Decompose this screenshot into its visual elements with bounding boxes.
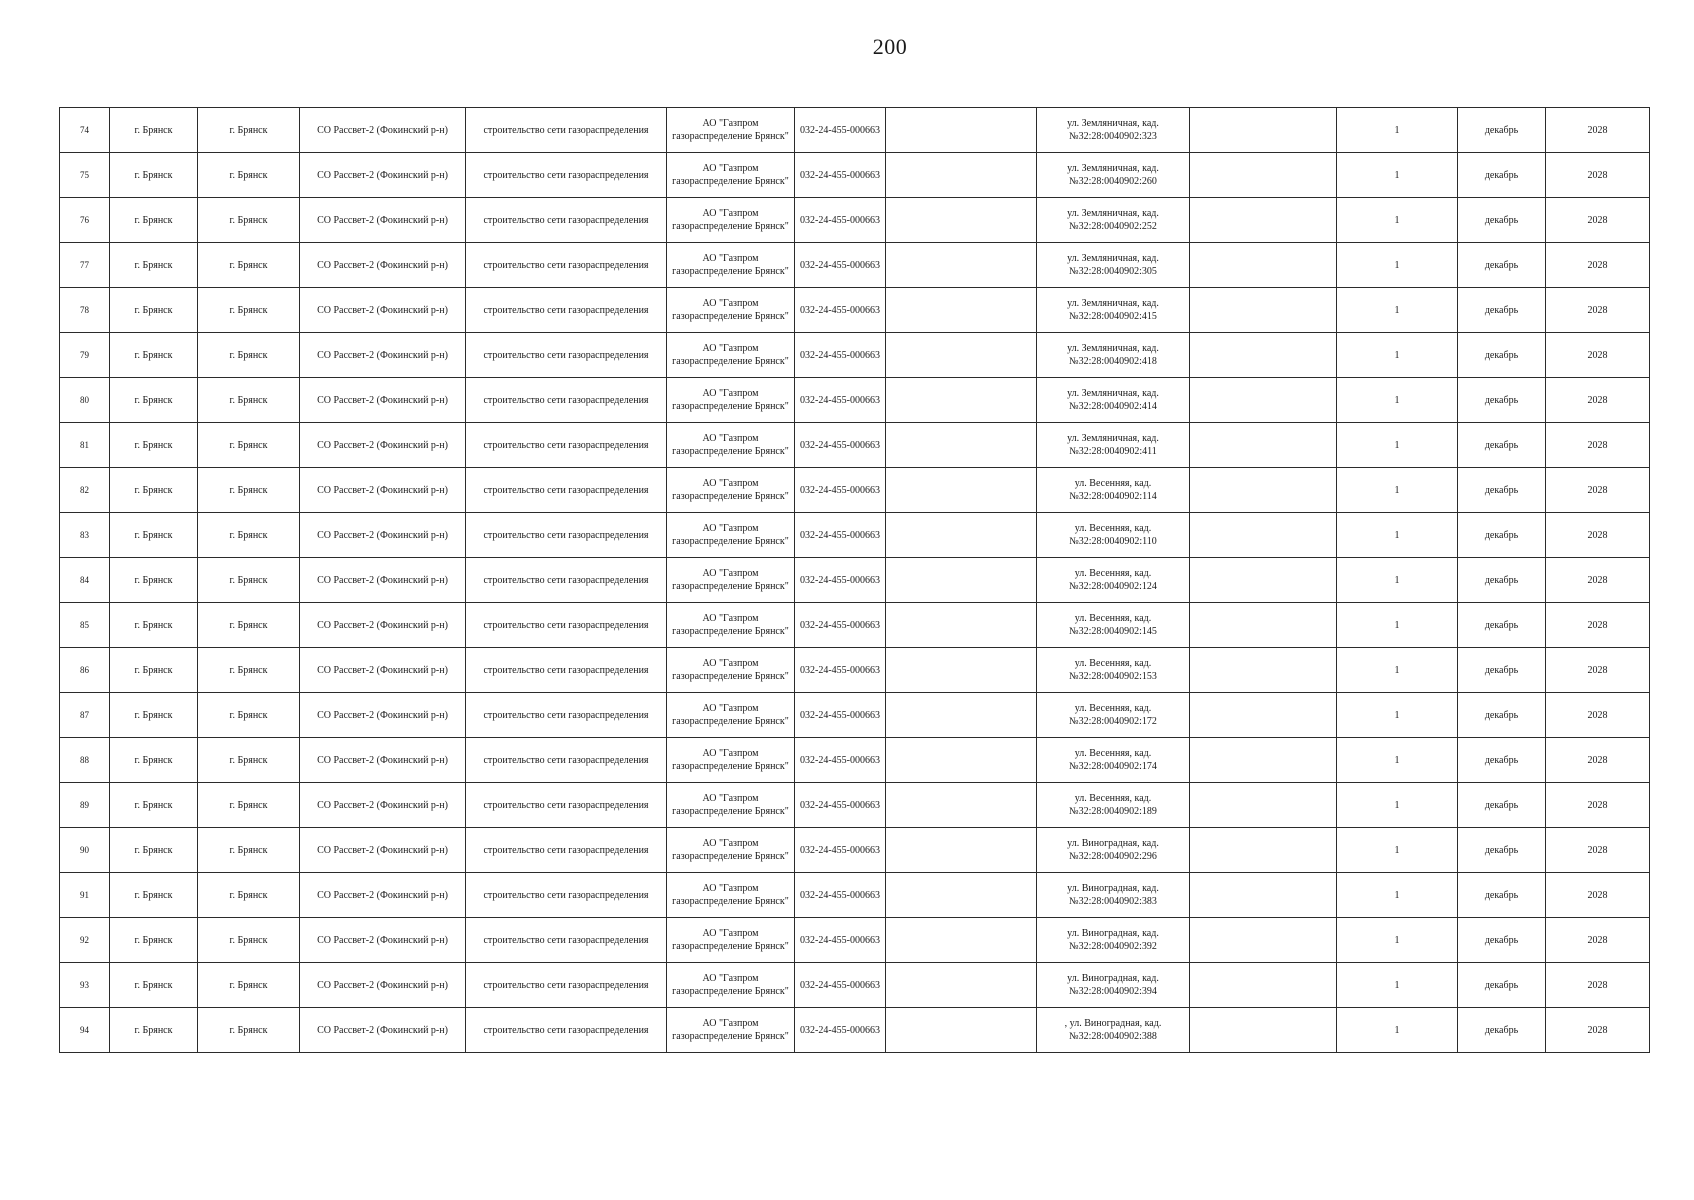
empty-cell <box>1190 918 1337 963</box>
table-row <box>60 513 1650 558</box>
city-cell: г. Брянск <box>110 378 198 423</box>
empty-cell <box>1190 513 1337 558</box>
quantity-cell: 1 <box>1337 333 1458 378</box>
empty-cell <box>886 603 1037 648</box>
work-type-cell: строительство сети газораспределения <box>466 648 667 693</box>
address-cell: ул. Весенняя, кад. №32:28:0040902:114 <box>1037 468 1190 513</box>
city-cell: г. Брянск <box>110 693 198 738</box>
network-code-cell: 032-24-455-000663 <box>795 423 886 468</box>
empty-cell <box>1190 378 1337 423</box>
table-row <box>60 243 1650 288</box>
empty-cell <box>1190 333 1337 378</box>
owner-cell: АО "Газпром газораспределение Брянск" <box>667 198 795 243</box>
settlement-cell: г. Брянск <box>198 198 300 243</box>
work-type-cell: строительство сети газораспределения <box>466 198 667 243</box>
work-type-cell: строительство сети газораспределения <box>466 333 667 378</box>
table-row <box>60 918 1650 963</box>
quantity-cell: 1 <box>1337 513 1458 558</box>
work-type-cell: строительство сети газораспределения <box>466 378 667 423</box>
empty-cell <box>1190 648 1337 693</box>
quantity-cell: 1 <box>1337 918 1458 963</box>
city-cell: г. Брянск <box>110 468 198 513</box>
owner-cell: АО "Газпром газораспределение Брянск" <box>667 783 795 828</box>
row-number-cell: 74 <box>60 108 110 153</box>
address-cell: ул. Весенняя, кад. №32:28:0040902:189 <box>1037 783 1190 828</box>
month-cell: декабрь <box>1458 468 1546 513</box>
empty-cell <box>886 423 1037 468</box>
city-cell: г. Брянск <box>110 918 198 963</box>
city-cell: г. Брянск <box>110 423 198 468</box>
year-cell: 2028 <box>1546 468 1650 513</box>
empty-cell <box>1190 828 1337 873</box>
network-code-cell: 032-24-455-000663 <box>795 288 886 333</box>
empty-cell <box>886 873 1037 918</box>
quantity-cell: 1 <box>1337 783 1458 828</box>
city-cell: г. Брянск <box>110 873 198 918</box>
settlement-cell: г. Брянск <box>198 468 300 513</box>
month-cell: декабрь <box>1458 783 1546 828</box>
month-cell: декабрь <box>1458 513 1546 558</box>
row-number-cell: 93 <box>60 963 110 1008</box>
month-cell: декабрь <box>1458 873 1546 918</box>
month-cell: декабрь <box>1458 423 1546 468</box>
city-cell: г. Брянск <box>110 648 198 693</box>
city-cell: г. Брянск <box>110 1008 198 1053</box>
work-type-cell: строительство сети газораспределения <box>466 558 667 603</box>
address-cell: ул. Весенняя, кад. №32:28:0040902:124 <box>1037 558 1190 603</box>
year-cell: 2028 <box>1546 648 1650 693</box>
object-cell: СО Рассвет-2 (Фокинский р-н) <box>300 468 466 513</box>
object-cell: СО Рассвет-2 (Фокинский р-н) <box>300 918 466 963</box>
year-cell: 2028 <box>1546 198 1650 243</box>
object-cell: СО Рассвет-2 (Фокинский р-н) <box>300 738 466 783</box>
network-code-cell: 032-24-455-000663 <box>795 603 886 648</box>
object-cell: СО Рассвет-2 (Фокинский р-н) <box>300 873 466 918</box>
month-cell: декабрь <box>1458 378 1546 423</box>
settlement-cell: г. Брянск <box>198 153 300 198</box>
object-cell: СО Рассвет-2 (Фокинский р-н) <box>300 558 466 603</box>
address-cell: ул. Земляничная, кад. №32:28:0040902:418 <box>1037 333 1190 378</box>
settlement-cell: г. Брянск <box>198 423 300 468</box>
network-code-cell: 032-24-455-000663 <box>795 648 886 693</box>
table-row <box>60 378 1650 423</box>
quantity-cell: 1 <box>1337 378 1458 423</box>
quantity-cell: 1 <box>1337 108 1458 153</box>
month-cell: декабрь <box>1458 963 1546 1008</box>
year-cell: 2028 <box>1546 783 1650 828</box>
month-cell: декабрь <box>1458 558 1546 603</box>
work-type-cell: строительство сети газораспределения <box>466 783 667 828</box>
row-number-cell: 89 <box>60 783 110 828</box>
city-cell: г. Брянск <box>110 558 198 603</box>
network-code-cell: 032-24-455-000663 <box>795 918 886 963</box>
network-code-cell: 032-24-455-000663 <box>795 783 886 828</box>
work-type-cell: строительство сети газораспределения <box>466 738 667 783</box>
object-cell: СО Рассвет-2 (Фокинский р-н) <box>300 198 466 243</box>
owner-cell: АО "Газпром газораспределение Брянск" <box>667 378 795 423</box>
row-number-cell: 87 <box>60 693 110 738</box>
work-type-cell: строительство сети газораспределения <box>466 873 667 918</box>
row-number-cell: 76 <box>60 198 110 243</box>
network-code-cell: 032-24-455-000663 <box>795 153 886 198</box>
row-number-cell: 79 <box>60 333 110 378</box>
owner-cell: АО "Газпром газораспределение Брянск" <box>667 153 795 198</box>
city-cell: г. Брянск <box>110 738 198 783</box>
settlement-cell: г. Брянск <box>198 333 300 378</box>
table-row <box>60 423 1650 468</box>
city-cell: г. Брянск <box>110 108 198 153</box>
address-cell: ул. Виноградная, кад. №32:28:0040902:392 <box>1037 918 1190 963</box>
row-number-cell: 78 <box>60 288 110 333</box>
year-cell: 2028 <box>1546 288 1650 333</box>
empty-cell <box>886 558 1037 603</box>
year-cell: 2028 <box>1546 1008 1650 1053</box>
table-row <box>60 693 1650 738</box>
table-row <box>60 333 1650 378</box>
table-row <box>60 783 1650 828</box>
empty-cell <box>1190 783 1337 828</box>
row-number-cell: 94 <box>60 1008 110 1053</box>
quantity-cell: 1 <box>1337 828 1458 873</box>
work-type-cell: строительство сети газораспределения <box>466 153 667 198</box>
settlement-cell: г. Брянск <box>198 963 300 1008</box>
owner-cell: АО "Газпром газораспределение Брянск" <box>667 648 795 693</box>
year-cell: 2028 <box>1546 828 1650 873</box>
empty-cell <box>886 513 1037 558</box>
settlement-cell: г. Брянск <box>198 513 300 558</box>
table-row <box>60 873 1650 918</box>
year-cell: 2028 <box>1546 693 1650 738</box>
empty-cell <box>886 783 1037 828</box>
year-cell: 2028 <box>1546 603 1650 648</box>
owner-cell: АО "Газпром газораспределение Брянск" <box>667 963 795 1008</box>
empty-cell <box>886 378 1037 423</box>
address-cell: ул. Земляничная, кад. №32:28:0040902:323 <box>1037 108 1190 153</box>
city-cell: г. Брянск <box>110 603 198 648</box>
empty-cell <box>886 288 1037 333</box>
row-number-cell: 81 <box>60 423 110 468</box>
owner-cell: АО "Газпром газораспределение Брянск" <box>667 603 795 648</box>
quantity-cell: 1 <box>1337 198 1458 243</box>
quantity-cell: 1 <box>1337 693 1458 738</box>
city-cell: г. Брянск <box>110 963 198 1008</box>
empty-cell <box>1190 288 1337 333</box>
row-number-cell: 91 <box>60 873 110 918</box>
address-cell: ул. Виноградная, кад. №32:28:0040902:296 <box>1037 828 1190 873</box>
empty-cell <box>886 1008 1037 1053</box>
quantity-cell: 1 <box>1337 423 1458 468</box>
row-number-cell: 77 <box>60 243 110 288</box>
network-code-cell: 032-24-455-000663 <box>795 963 886 1008</box>
quantity-cell: 1 <box>1337 963 1458 1008</box>
network-code-cell: 032-24-455-000663 <box>795 333 886 378</box>
row-number-cell: 80 <box>60 378 110 423</box>
work-type-cell: строительство сети газораспределения <box>466 423 667 468</box>
city-cell: г. Брянск <box>110 153 198 198</box>
empty-cell <box>1190 873 1337 918</box>
empty-cell <box>1190 603 1337 648</box>
empty-cell <box>886 963 1037 1008</box>
year-cell: 2028 <box>1546 108 1650 153</box>
work-type-cell: строительство сети газораспределения <box>466 243 667 288</box>
empty-cell <box>886 648 1037 693</box>
month-cell: декабрь <box>1458 603 1546 648</box>
table-row <box>60 828 1650 873</box>
settlement-cell: г. Брянск <box>198 738 300 783</box>
quantity-cell: 1 <box>1337 738 1458 783</box>
table-row <box>60 963 1650 1008</box>
owner-cell: АО "Газпром газораспределение Брянск" <box>667 558 795 603</box>
table-row <box>60 648 1650 693</box>
network-code-cell: 032-24-455-000663 <box>795 243 886 288</box>
year-cell: 2028 <box>1546 738 1650 783</box>
month-cell: декабрь <box>1458 333 1546 378</box>
address-cell: ул. Весенняя, кад. №32:28:0040902:172 <box>1037 693 1190 738</box>
network-code-cell: 032-24-455-000663 <box>795 198 886 243</box>
table-body <box>60 108 1650 1053</box>
address-cell: ул. Весенняя, кад. №32:28:0040902:145 <box>1037 603 1190 648</box>
settlement-cell: г. Брянск <box>198 288 300 333</box>
row-number-cell: 86 <box>60 648 110 693</box>
empty-cell <box>886 918 1037 963</box>
city-cell: г. Брянск <box>110 288 198 333</box>
empty-cell <box>886 468 1037 513</box>
empty-cell <box>886 738 1037 783</box>
settlement-cell: г. Брянск <box>198 603 300 648</box>
schedule-table <box>59 107 1650 1053</box>
month-cell: декабрь <box>1458 243 1546 288</box>
settlement-cell: г. Брянск <box>198 828 300 873</box>
table-row <box>60 468 1650 513</box>
row-number-cell: 84 <box>60 558 110 603</box>
quantity-cell: 1 <box>1337 153 1458 198</box>
quantity-cell: 1 <box>1337 243 1458 288</box>
month-cell: декабрь <box>1458 738 1546 783</box>
object-cell: СО Рассвет-2 (Фокинский р-н) <box>300 288 466 333</box>
settlement-cell: г. Брянск <box>198 108 300 153</box>
year-cell: 2028 <box>1546 558 1650 603</box>
work-type-cell: строительство сети газораспределения <box>466 918 667 963</box>
address-cell: , ул. Виноградная, кад. №32:28:0040902:388 <box>1037 1008 1190 1053</box>
settlement-cell: г. Брянск <box>198 378 300 423</box>
month-cell: декабрь <box>1458 108 1546 153</box>
object-cell: СО Рассвет-2 (Фокинский р-н) <box>300 1008 466 1053</box>
row-number-cell: 92 <box>60 918 110 963</box>
settlement-cell: г. Брянск <box>198 648 300 693</box>
table-row <box>60 603 1650 648</box>
address-cell: ул. Земляничная, кад. №32:28:0040902:415 <box>1037 288 1190 333</box>
empty-cell <box>1190 1008 1337 1053</box>
network-code-cell: 032-24-455-000663 <box>795 1008 886 1053</box>
row-number-cell: 90 <box>60 828 110 873</box>
owner-cell: АО "Газпром газораспределение Брянск" <box>667 333 795 378</box>
month-cell: декабрь <box>1458 1008 1546 1053</box>
city-cell: г. Брянск <box>110 513 198 558</box>
row-number-cell: 82 <box>60 468 110 513</box>
address-cell: ул. Земляничная, кад. №32:28:0040902:252 <box>1037 198 1190 243</box>
table-row <box>60 288 1650 333</box>
network-code-cell: 032-24-455-000663 <box>795 738 886 783</box>
owner-cell: АО "Газпром газораспределение Брянск" <box>667 513 795 558</box>
empty-cell <box>886 198 1037 243</box>
network-code-cell: 032-24-455-000663 <box>795 468 886 513</box>
empty-cell <box>1190 108 1337 153</box>
empty-cell <box>1190 423 1337 468</box>
address-cell: ул. Земляничная, кад. №32:28:0040902:414 <box>1037 378 1190 423</box>
object-cell: СО Рассвет-2 (Фокинский р-н) <box>300 603 466 648</box>
address-cell: ул. Виноградная, кад. №32:28:0040902:383 <box>1037 873 1190 918</box>
work-type-cell: строительство сети газораспределения <box>466 828 667 873</box>
empty-cell <box>1190 153 1337 198</box>
empty-cell <box>1190 243 1337 288</box>
owner-cell: АО "Газпром газораспределение Брянск" <box>667 828 795 873</box>
row-number-cell: 75 <box>60 153 110 198</box>
work-type-cell: строительство сети газораспределения <box>466 693 667 738</box>
owner-cell: АО "Газпром газораспределение Брянск" <box>667 288 795 333</box>
settlement-cell: г. Брянск <box>198 693 300 738</box>
object-cell: СО Рассвет-2 (Фокинский р-н) <box>300 108 466 153</box>
table-row <box>60 108 1650 153</box>
row-number-cell: 85 <box>60 603 110 648</box>
city-cell: г. Брянск <box>110 333 198 378</box>
object-cell: СО Рассвет-2 (Фокинский р-н) <box>300 828 466 873</box>
settlement-cell: г. Брянск <box>198 918 300 963</box>
empty-cell <box>1190 558 1337 603</box>
work-type-cell: строительство сети газораспределения <box>466 1008 667 1053</box>
empty-cell <box>886 243 1037 288</box>
owner-cell: АО "Газпром газораспределение Брянск" <box>667 693 795 738</box>
table-row <box>60 738 1650 783</box>
object-cell: СО Рассвет-2 (Фокинский р-н) <box>300 333 466 378</box>
page-number: 200 <box>872 34 908 59</box>
network-code-cell: 032-24-455-000663 <box>795 108 886 153</box>
address-cell: ул. Весенняя, кад. №32:28:0040902:153 <box>1037 648 1190 693</box>
owner-cell: АО "Газпром газораспределение Брянск" <box>667 243 795 288</box>
month-cell: декабрь <box>1458 648 1546 693</box>
object-cell: СО Рассвет-2 (Фокинский р-н) <box>300 963 466 1008</box>
work-type-cell: строительство сети газораспределения <box>466 108 667 153</box>
object-cell: СО Рассвет-2 (Фокинский р-н) <box>300 693 466 738</box>
quantity-cell: 1 <box>1337 1008 1458 1053</box>
year-cell: 2028 <box>1546 423 1650 468</box>
address-cell: ул. Земляничная, кад. №32:28:0040902:411 <box>1037 423 1190 468</box>
settlement-cell: г. Брянск <box>198 1008 300 1053</box>
row-number-cell: 83 <box>60 513 110 558</box>
owner-cell: АО "Газпром газораспределение Брянск" <box>667 108 795 153</box>
empty-cell <box>886 333 1037 378</box>
empty-cell <box>886 693 1037 738</box>
network-code-cell: 032-24-455-000663 <box>795 513 886 558</box>
quantity-cell: 1 <box>1337 288 1458 333</box>
object-cell: СО Рассвет-2 (Фокинский р-н) <box>300 423 466 468</box>
month-cell: декабрь <box>1458 693 1546 738</box>
owner-cell: АО "Газпром газораспределение Брянск" <box>667 738 795 783</box>
address-cell: ул. Весенняя, кад. №32:28:0040902:174 <box>1037 738 1190 783</box>
table-row <box>60 153 1650 198</box>
object-cell: СО Рассвет-2 (Фокинский р-н) <box>300 378 466 423</box>
object-cell: СО Рассвет-2 (Фокинский р-н) <box>300 648 466 693</box>
owner-cell: АО "Газпром газораспределение Брянск" <box>667 468 795 513</box>
work-type-cell: строительство сети газораспределения <box>466 963 667 1008</box>
row-number-cell: 88 <box>60 738 110 783</box>
settlement-cell: г. Брянск <box>198 243 300 288</box>
network-code-cell: 032-24-455-000663 <box>795 558 886 603</box>
object-cell: СО Рассвет-2 (Фокинский р-н) <box>300 783 466 828</box>
month-cell: декабрь <box>1458 288 1546 333</box>
year-cell: 2028 <box>1546 513 1650 558</box>
object-cell: СО Рассвет-2 (Фокинский р-н) <box>300 243 466 288</box>
network-code-cell: 032-24-455-000663 <box>795 828 886 873</box>
address-cell: ул. Виноградная, кад. №32:28:0040902:394 <box>1037 963 1190 1008</box>
empty-cell <box>886 828 1037 873</box>
empty-cell <box>1190 693 1337 738</box>
year-cell: 2028 <box>1546 918 1650 963</box>
work-type-cell: строительство сети газораспределения <box>466 603 667 648</box>
owner-cell: АО "Газпром газораспределение Брянск" <box>667 423 795 468</box>
year-cell: 2028 <box>1546 153 1650 198</box>
empty-cell <box>1190 738 1337 783</box>
table-row <box>60 1008 1650 1053</box>
table-row <box>60 558 1650 603</box>
city-cell: г. Брянск <box>110 198 198 243</box>
network-code-cell: 032-24-455-000663 <box>795 378 886 423</box>
object-cell: СО Рассвет-2 (Фокинский р-н) <box>300 513 466 558</box>
empty-cell <box>1190 963 1337 1008</box>
month-cell: декабрь <box>1458 828 1546 873</box>
address-cell: ул. Земляничная, кад. №32:28:0040902:305 <box>1037 243 1190 288</box>
empty-cell <box>886 153 1037 198</box>
quantity-cell: 1 <box>1337 603 1458 648</box>
settlement-cell: г. Брянск <box>198 558 300 603</box>
year-cell: 2028 <box>1546 963 1650 1008</box>
city-cell: г. Брянск <box>110 243 198 288</box>
empty-cell <box>1190 468 1337 513</box>
empty-cell <box>1190 198 1337 243</box>
table-row <box>60 198 1650 243</box>
address-cell: ул. Весенняя, кад. №32:28:0040902:110 <box>1037 513 1190 558</box>
city-cell: г. Брянск <box>110 828 198 873</box>
month-cell: декабрь <box>1458 198 1546 243</box>
quantity-cell: 1 <box>1337 558 1458 603</box>
address-cell: ул. Земляничная, кад. №32:28:0040902:260 <box>1037 153 1190 198</box>
quantity-cell: 1 <box>1337 468 1458 513</box>
work-type-cell: строительство сети газораспределения <box>466 288 667 333</box>
quantity-cell: 1 <box>1337 648 1458 693</box>
quantity-cell: 1 <box>1337 873 1458 918</box>
empty-cell <box>886 108 1037 153</box>
owner-cell: АО "Газпром газораспределение Брянск" <box>667 1008 795 1053</box>
network-code-cell: 032-24-455-000663 <box>795 693 886 738</box>
city-cell: г. Брянск <box>110 783 198 828</box>
owner-cell: АО "Газпром газораспределение Брянск" <box>667 873 795 918</box>
year-cell: 2028 <box>1546 873 1650 918</box>
year-cell: 2028 <box>1546 243 1650 288</box>
month-cell: декабрь <box>1458 918 1546 963</box>
settlement-cell: г. Брянск <box>198 873 300 918</box>
owner-cell: АО "Газпром газораспределение Брянск" <box>667 918 795 963</box>
network-code-cell: 032-24-455-000663 <box>795 873 886 918</box>
work-type-cell: строительство сети газораспределения <box>466 468 667 513</box>
month-cell: декабрь <box>1458 153 1546 198</box>
work-type-cell: строительство сети газораспределения <box>466 513 667 558</box>
year-cell: 2028 <box>1546 378 1650 423</box>
year-cell: 2028 <box>1546 333 1650 378</box>
settlement-cell: г. Брянск <box>198 783 300 828</box>
object-cell: СО Рассвет-2 (Фокинский р-н) <box>300 153 466 198</box>
